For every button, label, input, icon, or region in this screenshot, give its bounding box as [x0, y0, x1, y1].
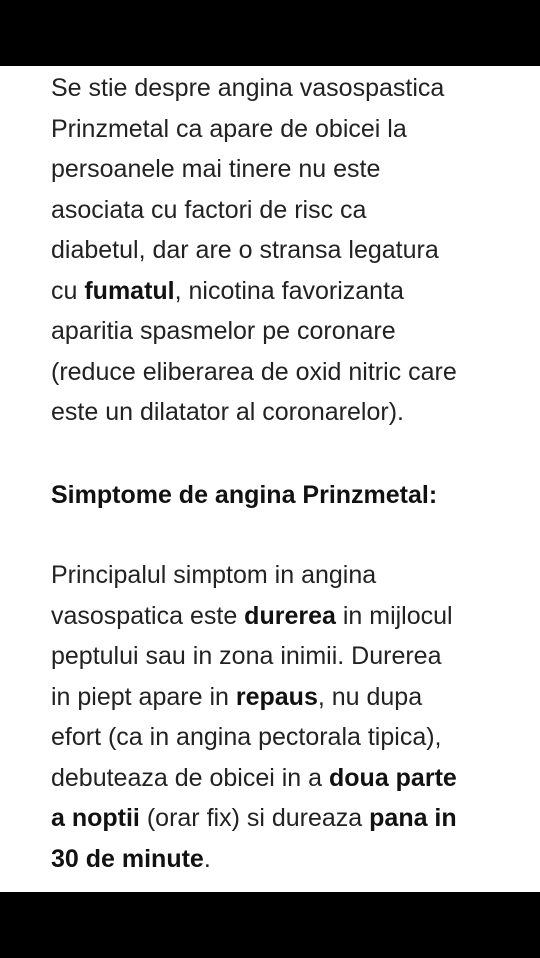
text-line	[51, 555, 521, 596]
text-line	[51, 636, 521, 677]
text-line	[51, 798, 521, 839]
top-black-bar	[0, 0, 540, 66]
text-line	[51, 677, 521, 718]
section-heading: Simptome de angina Prinzmetal:	[51, 481, 438, 509]
text-run: (reduce eliberarea de oxid nitric care	[51, 357, 457, 386]
text-line	[51, 68, 521, 109]
text-line	[51, 596, 521, 637]
text-run: efort (ca in angina pectorala tipica),	[51, 723, 442, 751]
text-line	[51, 230, 521, 271]
text-run: vasospatica este	[51, 601, 245, 630]
bold-text: pana in	[369, 804, 457, 832]
text-run: in mijlocul	[335, 601, 453, 630]
paragraph-symptoms	[51, 555, 521, 879]
text-line	[51, 271, 521, 312]
text-run: peptului sau in zona inimii. Durerea	[51, 642, 442, 670]
text-run: asociata cu factori de risc ca	[51, 195, 367, 224]
text-line	[51, 839, 521, 880]
text-run: cu	[51, 276, 85, 305]
text-line	[51, 190, 521, 231]
text-run: Principalul simptom in angina	[51, 561, 377, 589]
text-run: , nu dupa	[317, 682, 423, 711]
text-run: aparitia spasmelor pe coronare	[51, 317, 396, 345]
bold-text: repaus	[235, 682, 318, 711]
text-run: debuteaza de obicei in a	[51, 763, 329, 792]
text-run: in piept apare in	[51, 682, 236, 711]
text-run: , nicotina favorizanta	[174, 276, 404, 305]
text-line	[51, 149, 521, 190]
paragraph-intro	[51, 68, 521, 433]
bold-text: a noptii	[51, 804, 140, 832]
text-line	[51, 717, 521, 758]
article-text-area	[0, 66, 540, 892]
text-line	[51, 311, 521, 352]
text-run: Prinzmetal ca apare de obicei la	[51, 114, 407, 143]
text-run: Se stie despre angina vasospastica	[51, 74, 445, 102]
text-line	[51, 352, 521, 393]
text-run: .	[203, 844, 211, 873]
text-line	[51, 758, 521, 799]
bold-text: doua parte	[329, 763, 457, 792]
bold-text: fumatul	[84, 276, 175, 305]
bold-text: durerea	[244, 601, 336, 630]
bottom-black-bar	[0, 892, 540, 958]
bold-text: 30 de minute	[51, 844, 204, 873]
text-run: diabetul, dar are o stransa legatura	[51, 236, 439, 264]
text-run: (orar fix) si dureaza	[139, 804, 370, 832]
text-line	[51, 392, 521, 433]
text-line	[51, 109, 521, 150]
text-run: persoanele mai tinere nu este	[51, 155, 381, 183]
text-run: este un dilatator al coronarelor).	[51, 398, 404, 426]
